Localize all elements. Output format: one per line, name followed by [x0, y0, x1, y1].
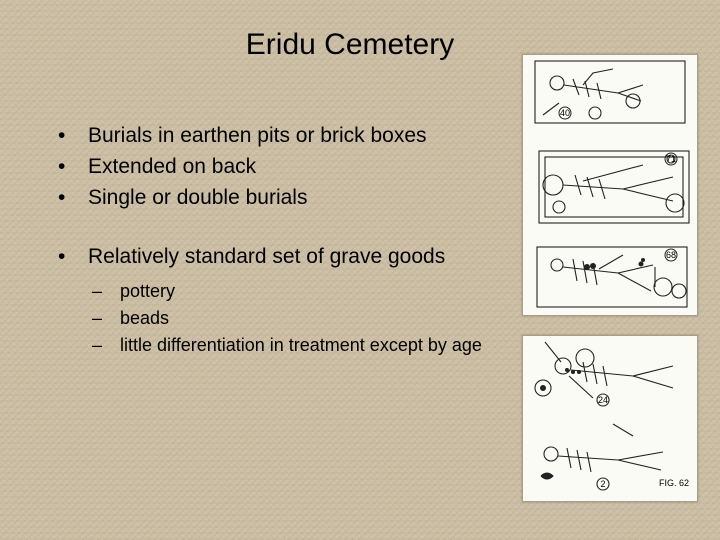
- bullet-list: [58, 120, 518, 359]
- bullet-text: Burials in earthen pits or brick boxes: [88, 124, 427, 147]
- bullet-item: [58, 182, 518, 213]
- skull-drawing: [551, 259, 563, 271]
- bullet-item: [58, 241, 518, 272]
- bullet-dot: •: [58, 245, 66, 268]
- sub-list: [58, 278, 518, 359]
- grave-number: 71: [665, 154, 677, 164]
- bullet-text: Relatively standard set of grave goods: [88, 245, 446, 268]
- pot-drawing: [654, 278, 672, 296]
- slide-title: Eridu Cemetery: [245, 28, 455, 61]
- grave-number: 2: [600, 479, 606, 489]
- grave-outline: [537, 247, 687, 307]
- sub-text: pottery: [120, 281, 176, 301]
- sub-text: beads: [120, 308, 170, 328]
- burial-drawings-svg: [523, 55, 697, 315]
- figure-caption: FIG. 62: [658, 478, 689, 488]
- bullet-item: [58, 151, 518, 182]
- sub-text: little differentiation in treatment except by age: [120, 335, 482, 355]
- bullet-text: Single or double burials: [88, 186, 308, 209]
- pot-drawing: [576, 349, 594, 367]
- skull-drawing: [544, 447, 558, 461]
- bullet-item: [58, 120, 518, 151]
- sub-item: [92, 278, 518, 305]
- sub-dash: –: [92, 335, 103, 355]
- bullet-dot: •: [58, 124, 66, 147]
- sub-dash: –: [92, 281, 103, 301]
- sub-item: [92, 332, 518, 359]
- double-burial-image: [522, 335, 698, 502]
- bullet-dot: •: [58, 186, 66, 209]
- skull-drawing: [550, 76, 564, 90]
- skull-drawing: [555, 358, 571, 374]
- pot-drawing: [553, 201, 565, 213]
- sub-item: [92, 305, 518, 332]
- bullet-dot: •: [58, 155, 66, 178]
- grave-number: 68: [665, 250, 677, 260]
- pot-drawing: [626, 94, 640, 108]
- double-burial-svg: [523, 336, 697, 501]
- burial-drawings-image: [522, 54, 698, 316]
- bullet-text: Extended on back: [88, 155, 257, 178]
- grave-number: 24: [597, 395, 609, 405]
- skull-drawing: [543, 175, 563, 195]
- grave-number: 40: [559, 108, 571, 118]
- sub-dash: –: [92, 308, 103, 328]
